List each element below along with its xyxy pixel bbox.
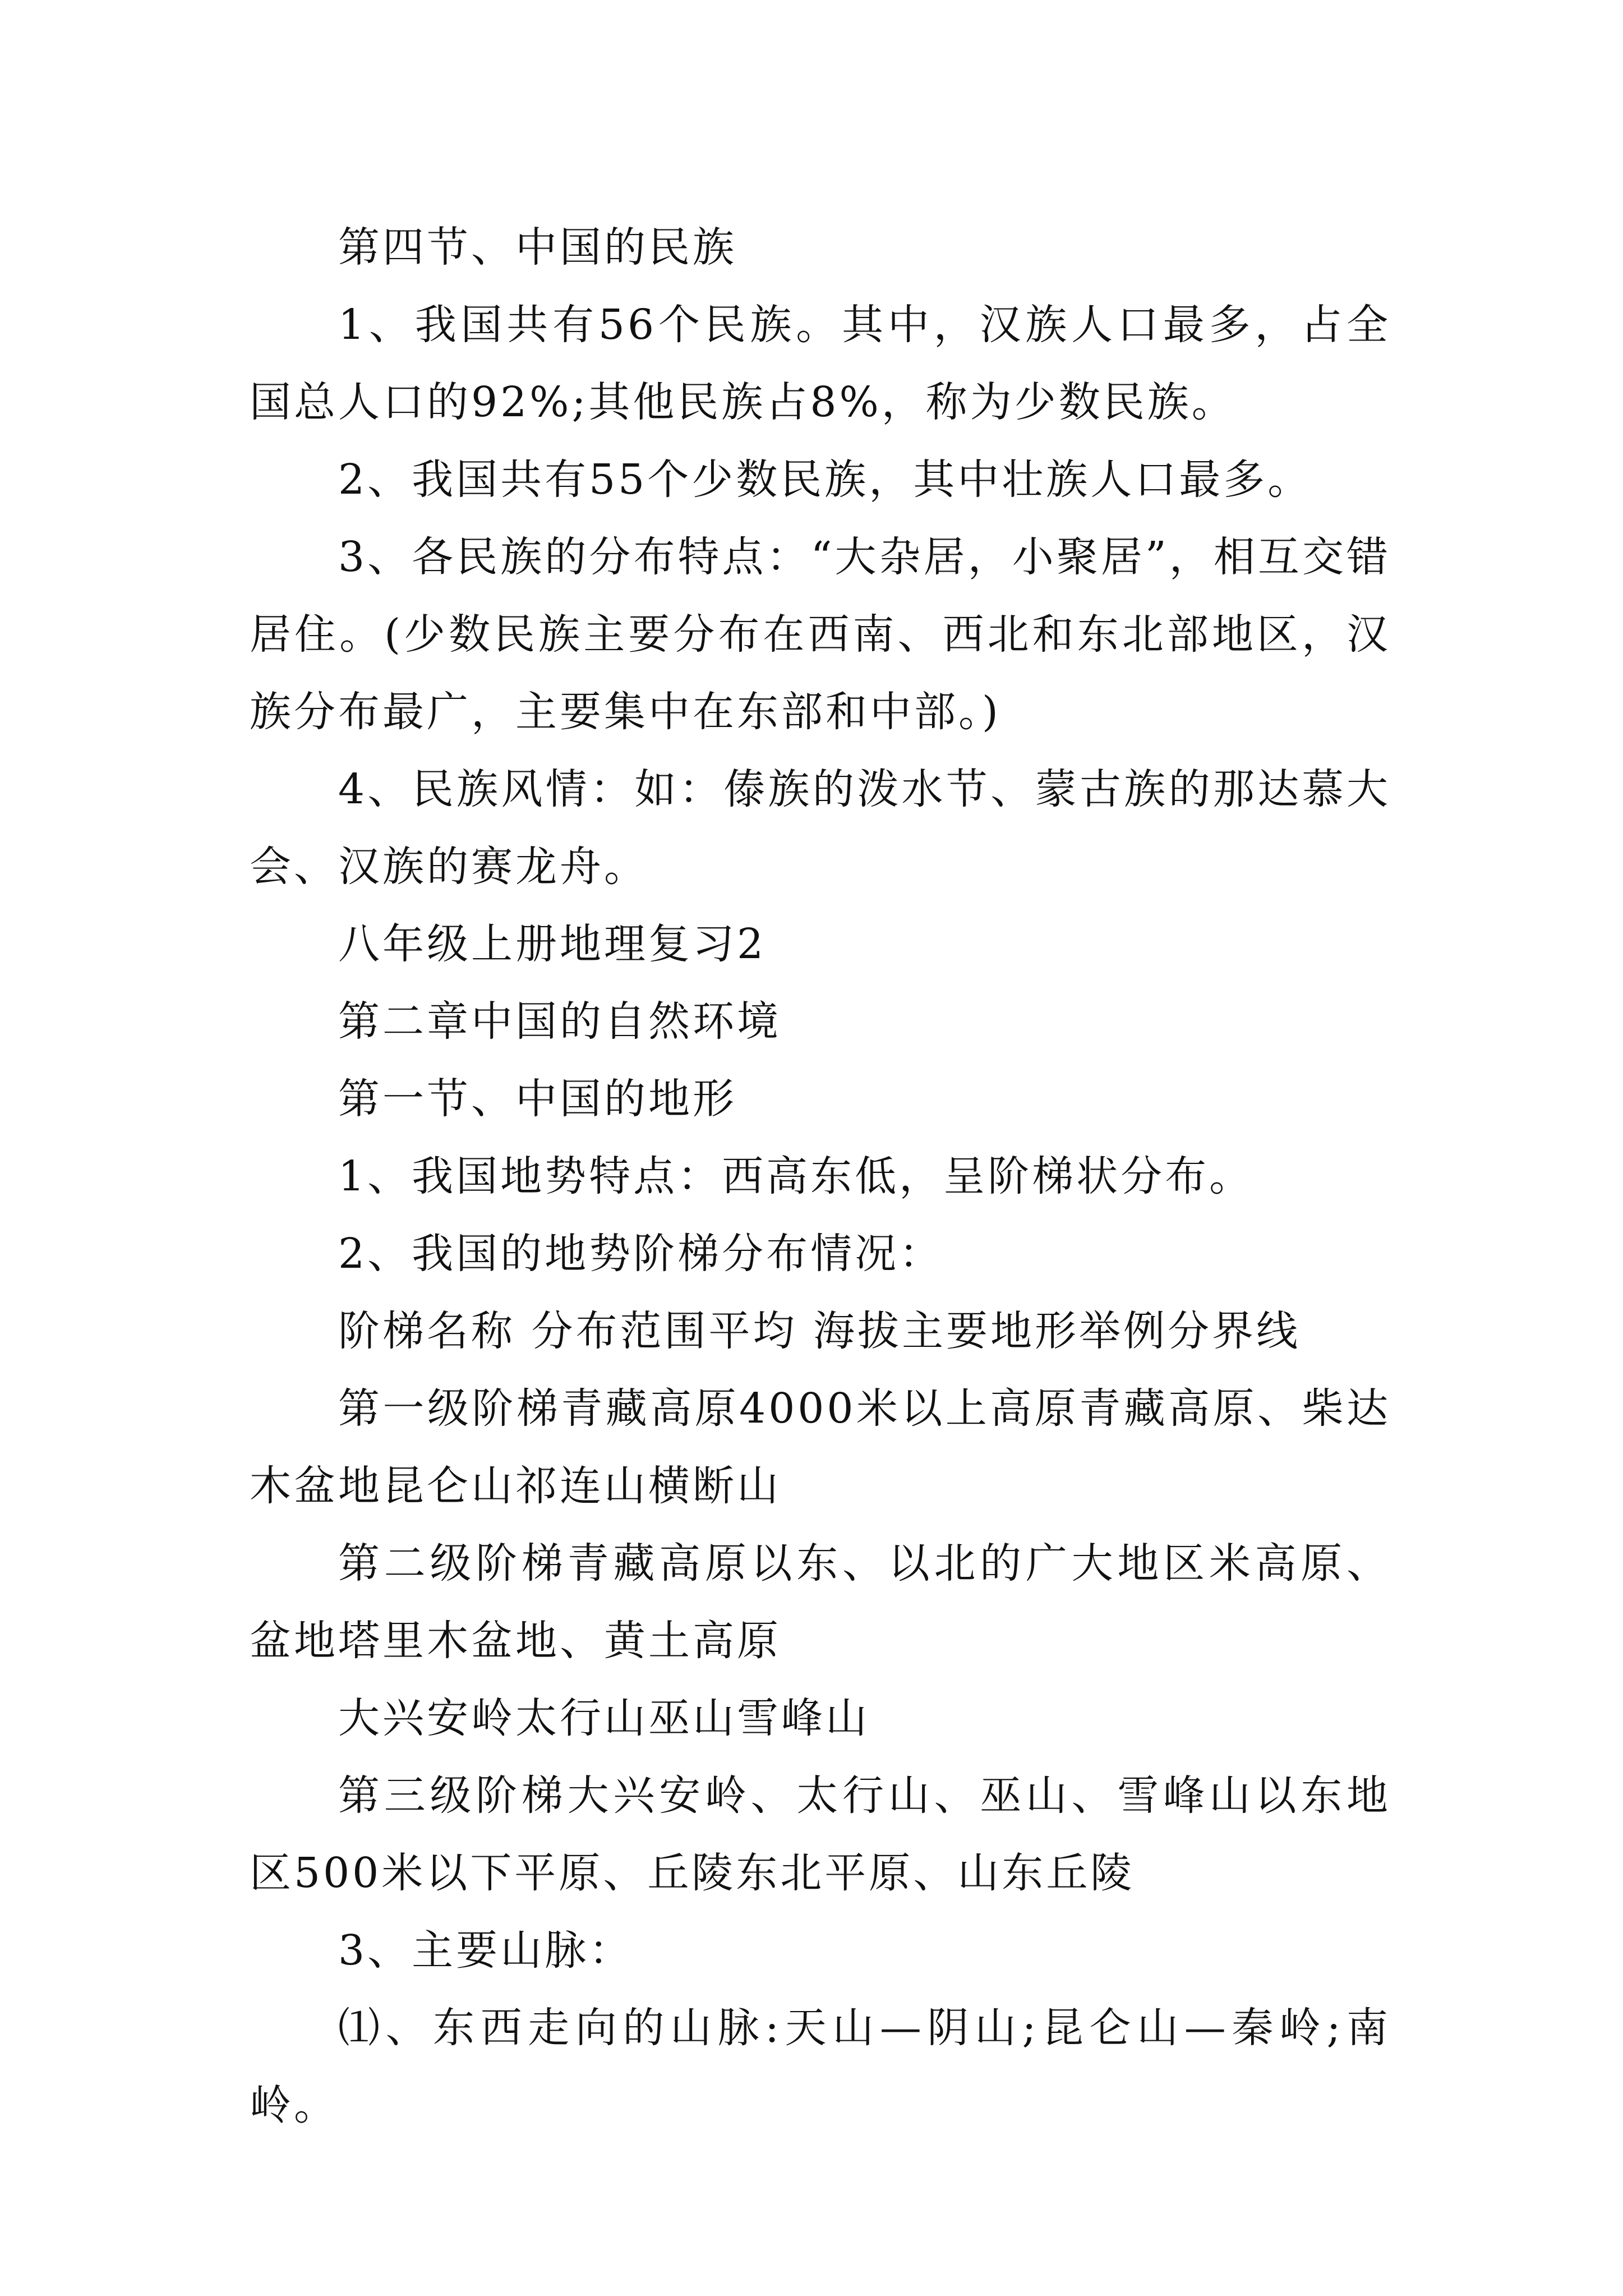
paragraph-terrain-feature: 1、我国地势特点：西高东低，呈阶梯状分布。 (338, 1152, 1254, 1200)
step-two-line: 第二级阶梯青藏高原以东、以北的广大地区米高原、盆地塔里木盆地、黄土高原 (250, 1539, 1391, 1665)
step-three-line: 第三级阶梯大兴安岭、太行山、巫山、雪峰山以东地区500米以下平原、丘陵东北平原、山东丘陵 (250, 1772, 1391, 1897)
table-header-line: 阶梯名称 分布范围平均 海拔主要地形举例分界线 (338, 1307, 1301, 1355)
boundary-mountains-line: 大兴安岭太行山巫山雪峰山 (338, 1694, 870, 1742)
main-mountains-heading: 3、主要山脉： (338, 1926, 634, 1975)
document-body (250, 209, 1391, 2144)
paragraph-55-minority-groups: 2、我国共有55个少数民族，其中壮族人口最多。 (338, 455, 1312, 504)
paragraph-ethnic-customs: 4、民族风情：如：傣族的泼水节、蒙古族的那达慕大会、汉族的赛龙舟。 (250, 765, 1391, 891)
east-west-mountains-line: ⑴、东西走向的山脉:天山—阴山;昆仑山—秦岭;南岭。 (250, 2004, 1391, 2129)
paragraph-distribution: 3、各民族的分布特点：“大杂居，小聚居”，相互交错居住。(少数民族主要分布在西南、西北和东北部地区，汉族分布最广，主要集中在东部和中部。) (250, 533, 1391, 736)
review-title: 八年级上册地理复习2 (338, 920, 767, 968)
paragraph-56-ethnic-groups: 1、我国共有56个民族。其中，汉族人口最多，占全国总人口的92%;其他民族占8%，称为少数民族。 (250, 301, 1391, 426)
section-heading-ethnic-groups: 第四节、中国的民族 (338, 223, 737, 272)
chapter-heading: 第二章中国的自然环境 (338, 997, 781, 1046)
step-one-line: 第一级阶梯青藏高原4000米以上高原青藏高原、柴达木盆地昆仑山祁连山横断山 (250, 1384, 1391, 1510)
section-heading-terrain: 第一节、中国的地形 (338, 1075, 737, 1123)
paragraph-terrain-steps-intro: 2、我国的地势阶梯分布情况： (338, 1230, 944, 1278)
